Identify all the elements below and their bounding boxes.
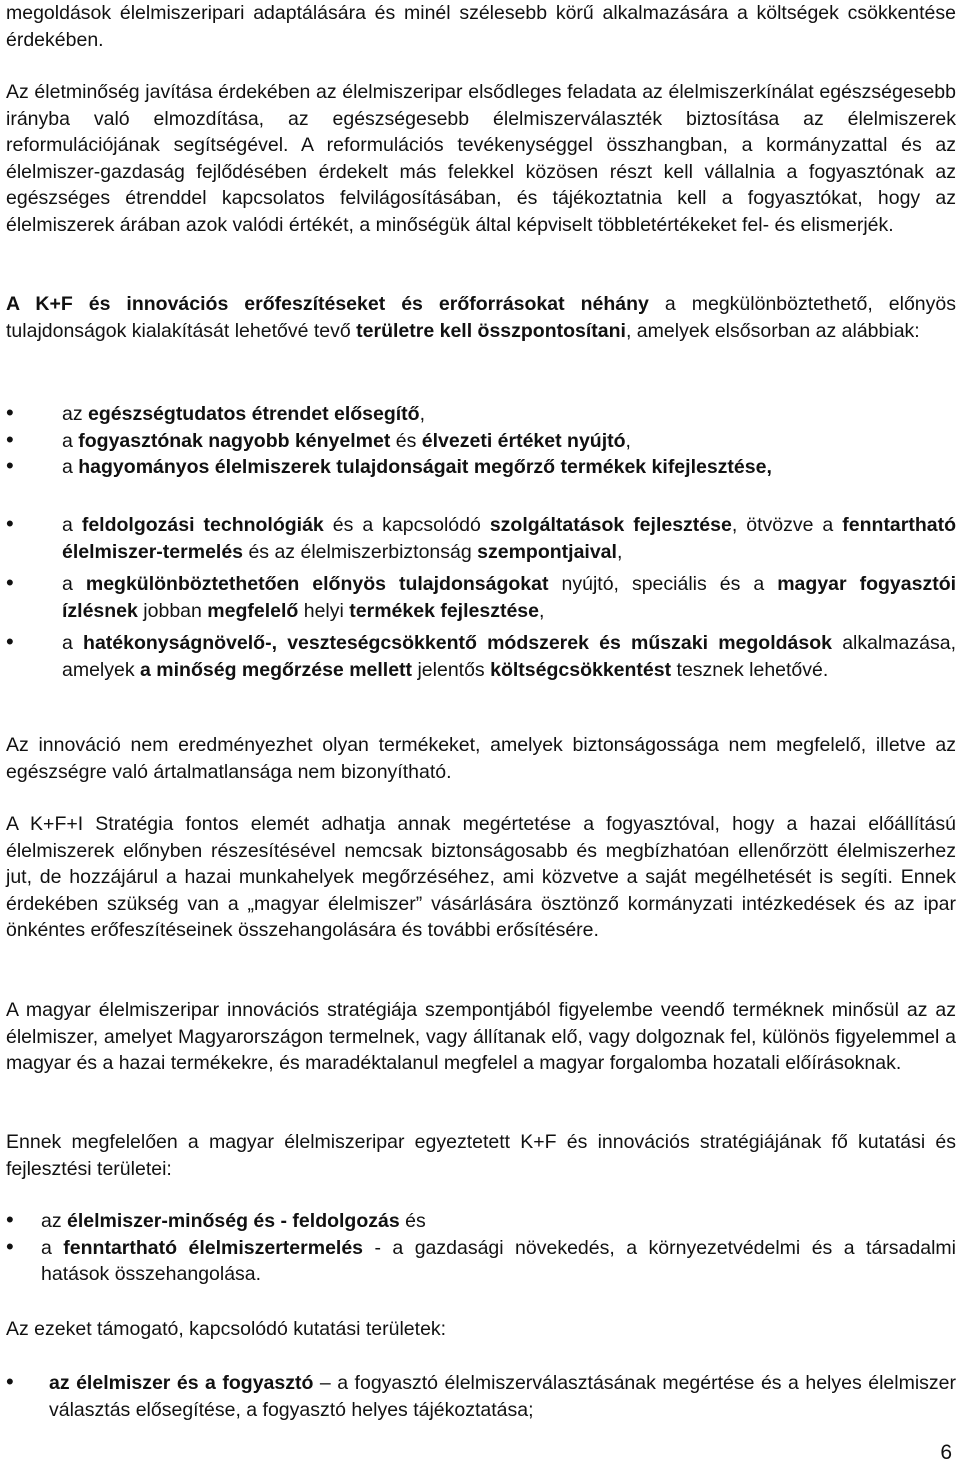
bold-text: hagyományos élelmiszerek tulajdonságait megőrző termékek kifejlesztése,: [78, 456, 772, 478]
list-item: [0, 512, 956, 565]
text-run: a: [62, 456, 79, 478]
text-run: a: [62, 573, 86, 595]
list-item: [0, 571, 956, 624]
list-item: [0, 630, 956, 683]
bold-text: feldolgozási technológiák: [81, 514, 324, 536]
text-run: a: [41, 1236, 64, 1259]
text-run: alkalmazása, amelyek: [62, 632, 956, 681]
supporting-area-list: [0, 1370, 956, 1423]
bold-text: fogyasztónak nagyobb kényelmet: [78, 429, 391, 452]
list-item-text: [62, 630, 956, 683]
text-run: a: [62, 429, 79, 452]
bold-text: fenntartható élelmiszer-termelés: [62, 514, 957, 563]
bold-text: élvezeti értéket nyújtó: [421, 429, 626, 452]
bold-text: A K+F és innovációs erőfeszítéseket és erőforrásokat néhány: [6, 293, 649, 315]
text-run: ,: [539, 599, 545, 622]
paragraph-supporting-areas: Az ezeket támogató, kapcsolódó kutatási területek:: [6, 1318, 447, 1340]
paragraph-intro-continuation: megoldások élelmiszeripari adaptálására és minél szélesebb körű alkalmazására a költségek csökkentése érdekében.: [6, 2, 956, 51]
list-item: [0, 428, 956, 455]
bullet-icon: •: [6, 629, 14, 654]
list-item: [0, 1370, 956, 1423]
bold-text: egészségtudatos étrendet elősegítő: [88, 403, 420, 425]
text-run: ,: [625, 429, 631, 452]
list-item: [0, 454, 956, 481]
text-run: , ötvözve a: [731, 514, 843, 536]
paragraph-main-research-areas: Ennek megfelelően a magyar élelmiszeripar egyeztetett K+F és innovációs stratégiájának fő kutatási és fejlesztési területei:: [6, 1131, 956, 1180]
list-item-text: [62, 401, 956, 428]
list-item-text: [62, 428, 956, 455]
text-run: jelentős: [412, 658, 491, 681]
bold-text: termékek fejlesztése: [349, 599, 539, 622]
text-run: és az élelmiszerbiztonság: [243, 540, 478, 563]
list-item-text: [62, 454, 956, 481]
bold-text: magyar fogyasztói ízlésnek: [62, 573, 957, 622]
text-run: , amelyek elsősorban az alábbiak:: [625, 319, 920, 342]
page-number: 6: [940, 1441, 952, 1464]
list-item-text: [41, 1208, 956, 1235]
paragraph-product-definition: A magyar élelmiszeripar innovációs stratégiája szempontjából figyelembe veendő terméknek minősül az az élelmiszer, amelyet Magyarországon termelnek, vagy állítanak elő, vagy dolgoznak fel, különös figyelemmel a magyar és a hazai termékekre, és maradéktalanul megfelel a magyar forgalomba hozatali előírásoknak.: [6, 999, 956, 1074]
bold-text: költségcsökkentést: [490, 658, 672, 681]
list-item-text: [41, 1235, 956, 1288]
bold-text: fenntartható élelmiszertermelés: [63, 1236, 364, 1259]
focus-area-list-2: [0, 512, 956, 683]
text-run: nyújtó, speciális és a: [548, 573, 778, 595]
bold-text: szolgáltatások fejlesztése: [489, 514, 732, 536]
text-run: tesznek lehetővé.: [671, 658, 829, 681]
text-run: a: [62, 514, 82, 536]
bold-text: hatékonyságnövelő-, veszteségcsökkentő módszerek és műszaki megoldások: [83, 632, 832, 654]
text-run: a: [62, 632, 84, 654]
text-run: jobban: [137, 599, 208, 622]
paragraph-quality-of-life: Az életminőség javítása érdekében az élelmiszeripar elsődleges feladata az élelmiszerkínálat egészségesebb irányba való elmozdítása, az egészségesebb élelmiszerválaszték biztosítása az élelmiszerek reformulációjának segítségével. A reformulációs tevékenységgel összhangban, a kormányzattal és az élelmiszer-gazdaság fejlődésében érdekelt más felekkel közösen részt kell vállalnia a fogyasztónak az egészséges étrenddel kapcsolatos felvilágosításában, és tájékoztatnia kell a fogyasztókat, hogy az élelmiszerek árában azok valódi értékét, a minőségük által képviselt többletértékeket fel- és elismerjék.: [6, 81, 956, 236]
bold-text: megfelelő: [207, 599, 299, 622]
bold-text: szempontjaival: [477, 540, 617, 563]
text-run: ,: [616, 540, 623, 563]
bold-text: területre kell összpontosítani: [356, 319, 626, 342]
bold-text: megkülönböztethetően előnyös tulajdonságokat: [85, 573, 549, 595]
focus-area-list-1: [0, 401, 956, 481]
bullet-icon: •: [6, 1233, 14, 1259]
list-item: [0, 401, 956, 428]
bold-text: az élelmiszer és a fogyasztó: [49, 1372, 314, 1394]
bullet-icon: •: [6, 570, 14, 595]
paragraph-rd-focus: [6, 291, 956, 344]
text-run: a megkülönböztethető, előnyös tulajdonságok kialakítását lehetővé tevő: [6, 293, 956, 342]
research-area-list: [0, 1208, 956, 1288]
list-item: [0, 1235, 956, 1288]
bullet-icon: •: [6, 511, 14, 536]
list-item-text: [62, 512, 956, 565]
text-run: és: [399, 1210, 426, 1232]
bold-text: élelmiszer-minőség és - feldolgozás: [67, 1210, 400, 1232]
list-item: [0, 1208, 956, 1235]
text-run: az: [62, 403, 89, 425]
list-item-text: [62, 571, 956, 624]
bullet-icon: •: [6, 453, 14, 478]
text-run: - a gazdasági növekedés, a környezetvédelmi és a társadalmi hatások összehangolása.: [41, 1236, 956, 1285]
bullet-icon: •: [6, 1369, 14, 1394]
text-run: ,: [419, 403, 426, 425]
list-item-text: [49, 1370, 956, 1423]
text-run: és a kapcsolódó: [323, 514, 490, 536]
rich-text: [6, 293, 956, 342]
bullet-icon: •: [6, 1207, 14, 1232]
text-run: az: [41, 1210, 68, 1232]
bold-text: a minőség megőrzése mellett: [140, 658, 413, 681]
bullet-icon: •: [6, 400, 14, 425]
bullet-icon: •: [6, 426, 14, 452]
text-run: – a fogyasztó élelmiszerválasztásának megértése és a helyes élelmiszer választás elősegítése, a fogyasztó helyes tájékoztatása;: [49, 1372, 956, 1421]
paragraph-strategy-consumer: A K+F+I Stratégia fontos elemét adhatja annak megértetése a fogyasztóval, hogy a hazai előállítású élelmiszerek előnyben részesítésével nemcsak biztonságosabb és megbízhatóan ellenőrzött élelmiszerhez jut, de hozzájárul a hazai munkahelyek megőrzéséhez, ami közvetve a saját megélhetését is segíti. Ennek érdekében szükség van a „magyar élelmiszer” vásárlására ösztönző kormányzati intézkedések és az ipar önkéntes erőfeszítéseinek összehangolására és további erősítésére.: [6, 813, 956, 941]
text-run: helyi: [298, 599, 350, 622]
paragraph-innovation-safety: Az innováció nem eredményezhet olyan termékeket, amelyek biztonságossága nem megfelelő, illetve az egészségre való ártalmatlansága nem bizonyítható.: [6, 734, 956, 783]
text-run: és: [390, 429, 422, 452]
